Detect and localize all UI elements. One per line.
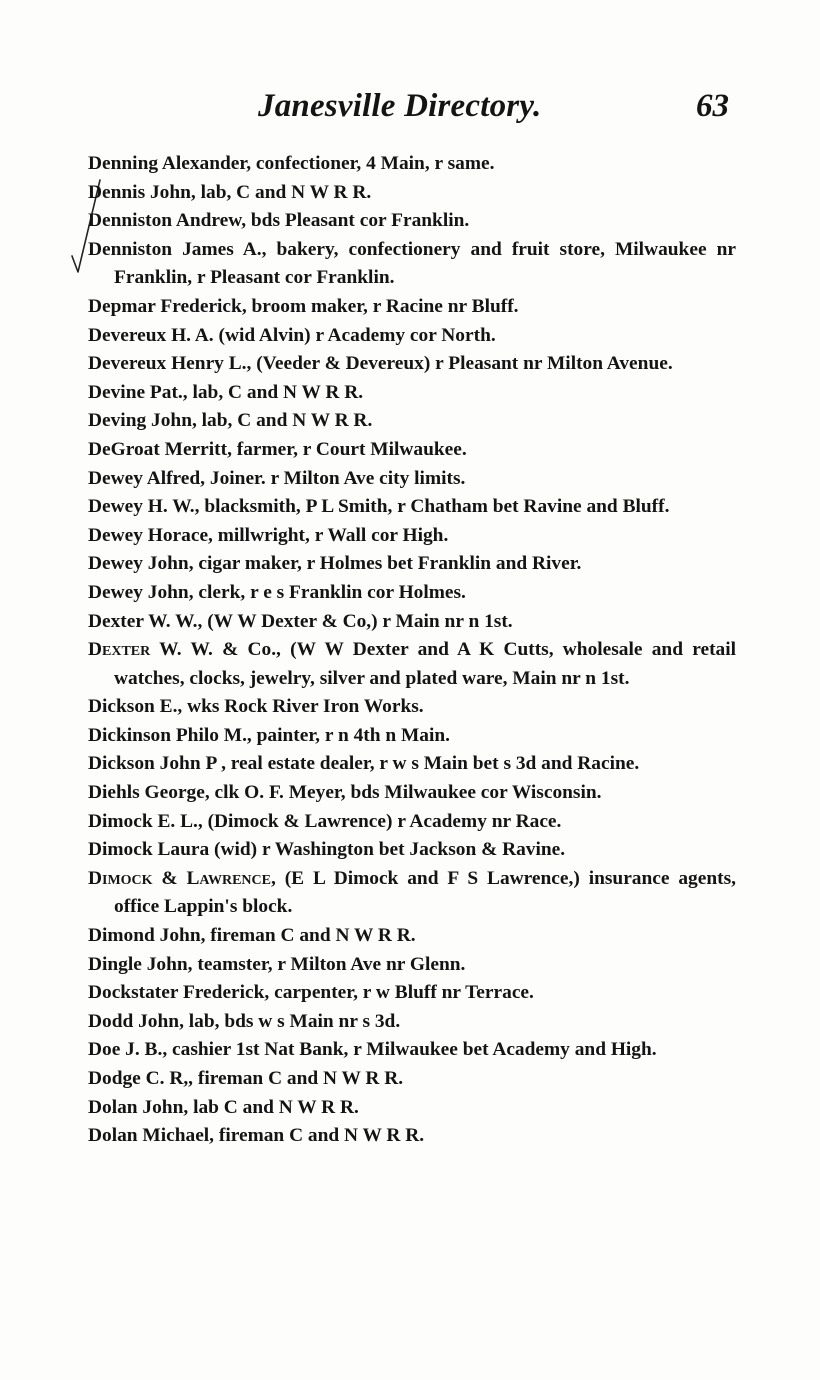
directory-entry bbox=[88, 750, 736, 779]
entry-text: Dimond John, fireman C and N W R R. bbox=[88, 925, 416, 947]
entry-text: Denniston Andrew, bds Pleasant cor Franklin. bbox=[88, 210, 470, 232]
entry-text: DeGroat Merritt, farmer, r Court Milwaukee. bbox=[88, 438, 467, 460]
directory-entry bbox=[88, 1008, 736, 1037]
entry-text: Dockstater Frederick, carpenter, r w Bluff nr Terrace. bbox=[88, 982, 534, 1004]
directory-entry bbox=[88, 808, 736, 837]
directory-entry bbox=[88, 436, 736, 465]
directory-entry bbox=[88, 979, 736, 1008]
directory-entry bbox=[88, 150, 736, 179]
entry-text: Dolan John, lab C and N W R R. bbox=[88, 1096, 359, 1118]
entry-text: , (E L Dimock and F S Lawrence,) insurance agents, office Lappin's block. bbox=[114, 867, 736, 918]
directory-entry bbox=[88, 179, 736, 208]
directory-entry bbox=[88, 951, 736, 980]
entry-text: Dewey John, clerk, r e s Franklin cor Holmes. bbox=[88, 581, 466, 603]
directory-entry bbox=[88, 465, 736, 494]
directory-entry bbox=[88, 407, 736, 436]
entry-text: Dimock E. L., (Dimock & Lawrence) r Academy nr Race. bbox=[88, 810, 562, 832]
directory-entry bbox=[88, 1122, 736, 1151]
entry-text: Deving John, lab, C and N W R R. bbox=[88, 410, 373, 432]
directory-entry bbox=[88, 236, 736, 293]
directory-entry bbox=[88, 1065, 736, 1094]
entry-text: Dickson John P , real estate dealer, r w s Main bet s 3d and Racine. bbox=[88, 753, 640, 775]
directory-entry bbox=[88, 207, 736, 236]
directory-entry bbox=[88, 1094, 736, 1123]
entry-text: Dewey John, cigar maker, r Holmes bet Franklin and River. bbox=[88, 553, 582, 575]
entry-text: Dennis John, lab, C and N W R R. bbox=[88, 181, 372, 203]
directory-entry bbox=[88, 922, 736, 951]
directory-entry bbox=[88, 865, 736, 922]
entry-text: Dickinson Philo M., painter, r n 4th n Main. bbox=[88, 724, 451, 746]
page-number: 63 bbox=[696, 88, 729, 124]
page-header bbox=[0, 88, 820, 128]
entry-text: Denniston James A., bakery, confectionery and fruit store, Milwaukee nr Franklin, r Pleasant cor Franklin. bbox=[88, 238, 736, 289]
directory-entries bbox=[88, 150, 736, 1151]
entry-text: Dodd John, lab, bds w s Main nr s 3d. bbox=[88, 1010, 401, 1032]
entry-text: Devine Pat., lab, C and N W R R. bbox=[88, 381, 364, 403]
page-title: Janesville Directory. bbox=[258, 88, 542, 124]
directory-entry bbox=[88, 693, 736, 722]
directory-entry bbox=[88, 550, 736, 579]
entry-business-name: Dexter bbox=[88, 639, 151, 661]
entry-text: Dewey Alfred, Joiner. r Milton Ave city limits. bbox=[88, 467, 466, 489]
directory-entry bbox=[88, 836, 736, 865]
entry-text: Doe J. B., cashier 1st Nat Bank, r Milwaukee bet Academy and High. bbox=[88, 1039, 657, 1061]
directory-entry bbox=[88, 493, 736, 522]
entry-text: Depmar Frederick, broom maker, r Racine nr Bluff. bbox=[88, 295, 519, 317]
entry-text: Dewey H. W., blacksmith, P L Smith, r Chatham bet Ravine and Bluff. bbox=[88, 496, 670, 518]
entry-text: Dodge C. R,, fireman C and N W R R. bbox=[88, 1068, 404, 1089]
entry-text: Dickson E., wks Rock River Iron Works. bbox=[88, 696, 424, 718]
entry-text: Dingle John, teamster, r Milton Ave nr Glenn. bbox=[88, 953, 466, 975]
entry-text: Devereux H. A. (wid Alvin) r Academy cor North. bbox=[88, 324, 496, 346]
entry-text: Dewey Horace, millwright, r Wall cor High. bbox=[88, 524, 449, 546]
directory-entry bbox=[88, 379, 736, 408]
entry-text: Denning Alexander, confectioner, 4 Main, r same. bbox=[88, 153, 495, 174]
directory-entry bbox=[88, 608, 736, 637]
entry-text: Dexter W. W., (W W Dexter & Co,) r Main nr n 1st. bbox=[88, 610, 513, 632]
entry-text: Devereux Henry L., (Veeder & Devereux) r Pleasant nr Milton Avenue. bbox=[88, 353, 673, 375]
directory-entry bbox=[88, 579, 736, 608]
directory-entry bbox=[88, 293, 736, 322]
directory-entry bbox=[88, 636, 736, 693]
directory-entry bbox=[88, 1036, 736, 1065]
directory-entry bbox=[88, 779, 736, 808]
entry-business-name: Dimock & Lawrence bbox=[88, 867, 271, 889]
directory-entry bbox=[88, 350, 736, 379]
entry-text: Dimock Laura (wid) r Washington bet Jackson & Ravine. bbox=[88, 839, 566, 861]
entry-text: Dolan Michael, fireman C and N W R R. bbox=[88, 1125, 425, 1147]
entry-text: Diehls George, clk O. F. Meyer, bds Milwaukee cor Wisconsin. bbox=[88, 782, 602, 804]
entry-text: W. W. & Co., (W W Dexter and A K Cutts, wholesale and retail watches, clocks, jewelry, silver and plated ware, Main nr n 1st. bbox=[114, 639, 736, 689]
directory-entry bbox=[88, 722, 736, 751]
directory-entry bbox=[88, 522, 736, 551]
directory-entry bbox=[88, 322, 736, 351]
